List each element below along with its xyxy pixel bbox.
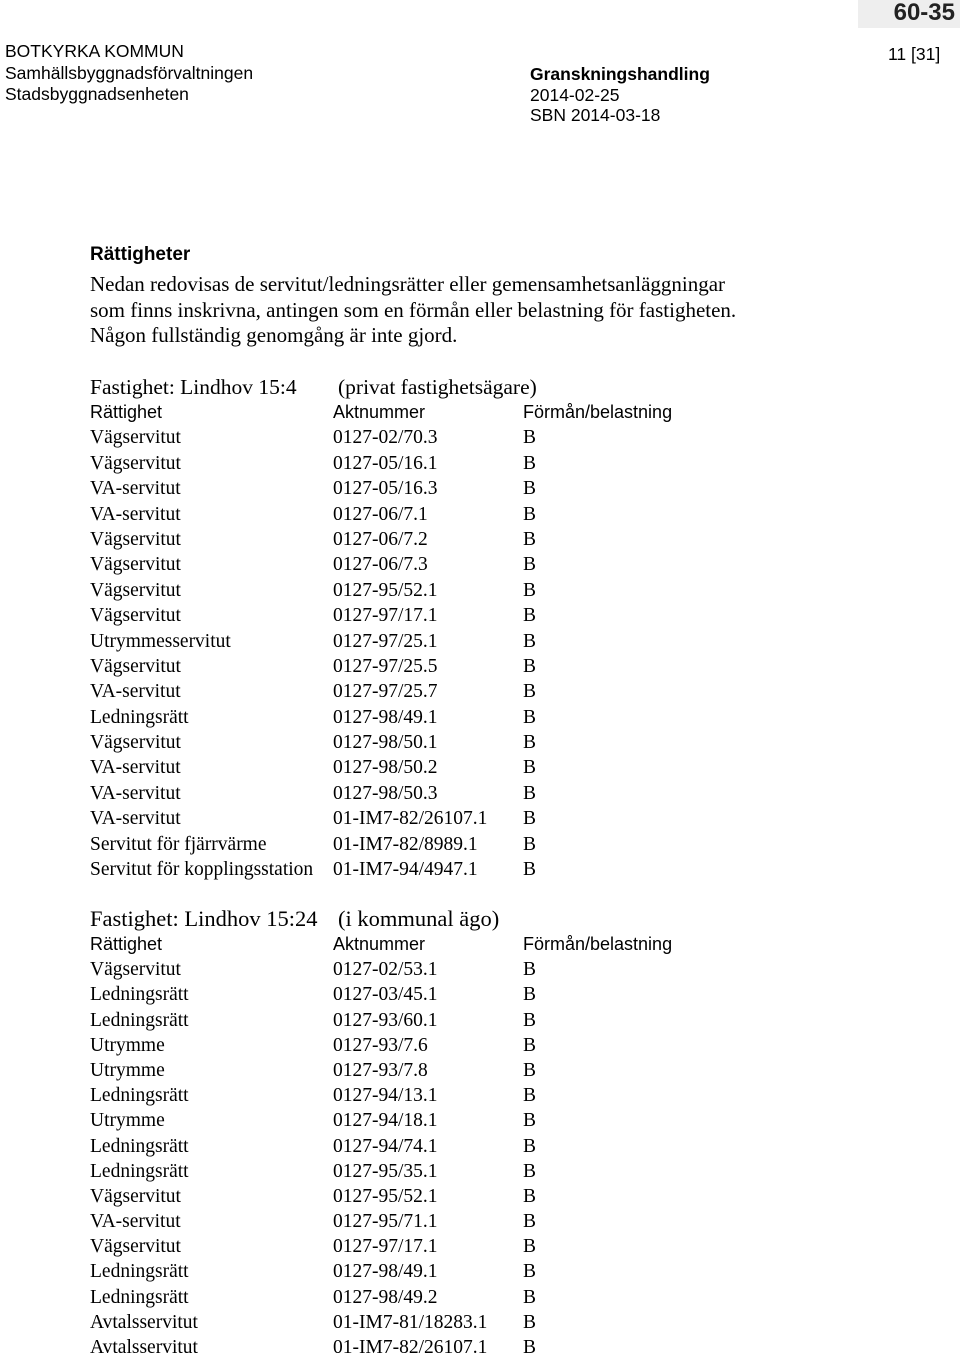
act-number-cell: 0127-98/50.1: [333, 732, 438, 754]
table-row: [90, 957, 740, 982]
right-type-cell: Vägservitut: [90, 528, 181, 550]
table-row: [90, 730, 740, 755]
act-number-cell: 0127-06/7.3: [333, 554, 428, 576]
benefit-burden-cell: B: [523, 1110, 537, 1132]
right-type-cell: Ledningsrätt: [90, 1160, 189, 1182]
act-number-cell: 01-IM7-82/26107.1: [333, 808, 488, 830]
section-title: Rättigheter: [90, 244, 191, 265]
property-title: Fastighet: Lindhov 15:4: [90, 375, 297, 399]
table-body: [90, 425, 740, 882]
table-row: [90, 1058, 740, 1083]
act-number-cell: 0127-95/52.1: [333, 579, 438, 601]
intro-paragraph: [90, 272, 736, 349]
benefit-burden-cell: B: [523, 1135, 537, 1157]
act-number-cell: 0127-98/49.2: [333, 1286, 438, 1308]
document-status-block: [530, 64, 710, 126]
benefit-burden-cell: B: [523, 681, 537, 703]
table-header-row: [90, 932, 740, 957]
page-number: 11 [31]: [888, 44, 941, 64]
act-number-cell: 0127-98/49.1: [333, 1261, 438, 1283]
rights-table: [90, 400, 740, 882]
table-row: [90, 578, 740, 603]
rights-table: [90, 932, 740, 1360]
intro-line: Någon fullständig genomgång är inte gjord.: [90, 323, 458, 347]
right-type-cell: Ledningsrätt: [90, 1261, 189, 1283]
table-row: [90, 1209, 740, 1234]
act-number-cell: 0127-06/7.2: [333, 528, 428, 550]
table-row: [90, 1234, 740, 1259]
intro-line: som finns inskrivna, antingen som en förmån eller belastning för fastigheten.: [90, 297, 737, 322]
municipality-name: BOTKYRKA KOMMUN: [5, 41, 184, 61]
right-type-cell: Vägservitut: [90, 959, 181, 981]
benefit-burden-cell: B: [523, 1311, 537, 1333]
table-row: [90, 781, 740, 806]
benefit-burden-cell: B: [523, 1337, 537, 1358]
table-row: [90, 552, 740, 577]
table-row: [90, 629, 740, 654]
benefit-burden-cell: B: [523, 859, 537, 881]
column-header-act-number: Aktnummer: [333, 934, 426, 954]
table-row: [90, 603, 740, 628]
intro-line: Nedan redovisas de servitut/ledningsrätter eller gemensamhetsanläggningar: [90, 272, 726, 296]
right-type-cell: Ledningsrätt: [90, 706, 189, 728]
table-row: [90, 1108, 740, 1133]
act-number-cell: 0127-02/70.3: [333, 427, 438, 449]
table-row: [90, 451, 740, 476]
benefit-burden-cell: B: [523, 732, 537, 754]
right-type-cell: VA-servitut: [90, 782, 181, 804]
right-type-cell: Utrymmesservitut: [90, 630, 231, 652]
right-type-cell: Vägservitut: [90, 427, 181, 449]
right-type-cell: Avtalsservitut: [90, 1311, 198, 1333]
table-header-row: [90, 400, 740, 425]
benefit-burden-cell: B: [523, 554, 537, 576]
table-row: [90, 1259, 740, 1284]
benefit-burden-cell: B: [523, 452, 537, 474]
table-row: [90, 1310, 740, 1335]
right-type-cell: VA-servitut: [90, 681, 181, 703]
right-type-cell: Utrymme: [90, 1059, 165, 1081]
table-row: [90, 982, 740, 1007]
document-date: 2014-02-25: [530, 84, 620, 105]
benefit-burden-cell: B: [523, 655, 537, 677]
page-stamp: 60-35: [858, 0, 960, 28]
table-row: [90, 1134, 740, 1159]
table-row: [90, 1184, 740, 1209]
act-number-cell: 0127-97/17.1: [333, 1236, 438, 1258]
benefit-burden-cell: B: [523, 984, 537, 1006]
act-number-cell: 0127-94/13.1: [333, 1085, 438, 1107]
table-row: [90, 1033, 740, 1058]
table-body: [90, 957, 740, 1360]
act-number-cell: 0127-05/16.1: [333, 452, 438, 474]
property-title: Fastighet: Lindhov 15:24: [90, 906, 318, 931]
benefit-burden-cell: B: [523, 1211, 537, 1233]
benefit-burden-cell: B: [523, 1286, 537, 1308]
act-number-cell: 0127-98/49.1: [333, 706, 438, 728]
table-row: [90, 705, 740, 730]
table-row: [90, 1008, 740, 1033]
right-type-cell: Avtalsservitut: [90, 1337, 198, 1358]
act-number-cell: 0127-98/50.2: [333, 757, 438, 779]
benefit-burden-cell: B: [523, 478, 537, 500]
benefit-burden-cell: B: [523, 528, 537, 550]
act-number-cell: 0127-93/60.1: [333, 1009, 438, 1031]
table-row: [90, 527, 740, 552]
column-header-benefit-burden: Förmån/belastning: [523, 934, 673, 954]
benefit-burden-cell: B: [523, 630, 537, 652]
column-header-right: Rättighet: [90, 934, 163, 954]
right-type-cell: Servitut för kopplingsstation: [90, 859, 314, 881]
right-type-cell: Vägservitut: [90, 579, 181, 601]
unit-name: Stadsbyggnadsenheten: [5, 84, 189, 104]
act-number-cell: 0127-95/71.1: [333, 1211, 438, 1233]
right-type-cell: Ledningsrätt: [90, 1286, 189, 1308]
right-type-cell: Utrymme: [90, 1110, 165, 1132]
right-type-cell: Vägservitut: [90, 655, 181, 677]
act-number-cell: 0127-94/18.1: [333, 1110, 438, 1132]
act-number-cell: 0127-93/7.8: [333, 1059, 428, 1081]
document-status: Granskningshandling: [530, 64, 710, 84]
benefit-burden-cell: B: [523, 503, 537, 525]
right-type-cell: VA-servitut: [90, 478, 181, 500]
act-number-cell: 01-IM7-82/8989.1: [333, 833, 478, 855]
benefit-burden-cell: B: [523, 1261, 537, 1283]
act-number-cell: 0127-02/53.1: [333, 959, 438, 981]
act-number-cell: 0127-97/25.7: [333, 681, 438, 703]
right-type-cell: Ledningsrätt: [90, 1085, 189, 1107]
table-row: [90, 425, 740, 450]
property-heading: [90, 906, 790, 932]
benefit-burden-cell: B: [523, 427, 537, 449]
property-owner-note: (privat fastighetsägare): [338, 375, 537, 399]
benefit-burden-cell: B: [523, 706, 537, 728]
table-row: [90, 857, 740, 882]
table-row: [90, 1083, 740, 1108]
table-row: [90, 1335, 740, 1360]
organization-block: [5, 41, 253, 106]
benefit-burden-cell: B: [523, 1009, 537, 1031]
table-row: [90, 755, 740, 780]
right-type-cell: VA-servitut: [90, 1211, 181, 1233]
column-header-act-number: Aktnummer: [333, 402, 426, 422]
act-number-cell: 0127-06/7.1: [333, 503, 428, 525]
benefit-burden-cell: B: [523, 1059, 537, 1081]
right-type-cell: Vägservitut: [90, 554, 181, 576]
act-number-cell: 01-IM7-94/4947.1: [333, 859, 478, 881]
benefit-burden-cell: B: [523, 579, 537, 601]
act-number-cell: 0127-03/45.1: [333, 984, 438, 1006]
right-type-cell: Utrymme: [90, 1034, 165, 1056]
table-row: [90, 502, 740, 527]
right-type-cell: VA-servitut: [90, 808, 181, 830]
right-type-cell: Vägservitut: [90, 1185, 181, 1207]
benefit-burden-cell: B: [523, 1160, 537, 1182]
benefit-burden-cell: B: [523, 605, 537, 627]
table-row: [90, 832, 740, 857]
table-row: [90, 806, 740, 831]
table-row: [90, 476, 740, 501]
benefit-burden-cell: B: [523, 1085, 537, 1107]
benefit-burden-cell: B: [523, 1236, 537, 1258]
act-number-cell: 0127-05/16.3: [333, 478, 438, 500]
right-type-cell: Vägservitut: [90, 452, 181, 474]
act-number-cell: 01-IM7-81/18283.1: [333, 1311, 488, 1333]
act-number-cell: 0127-97/17.1: [333, 605, 438, 627]
table-row: [90, 679, 740, 704]
column-header-benefit-burden: Förmån/belastning: [523, 402, 673, 422]
right-type-cell: Vägservitut: [90, 605, 181, 627]
benefit-burden-cell: B: [523, 1185, 537, 1207]
act-number-cell: 0127-95/35.1: [333, 1160, 438, 1182]
benefit-burden-cell: B: [523, 833, 537, 855]
property-heading: [90, 374, 790, 400]
act-number-cell: 0127-98/50.3: [333, 782, 438, 804]
act-number-cell: 0127-94/74.1: [333, 1135, 438, 1157]
table-row: [90, 1285, 740, 1310]
benefit-burden-cell: B: [523, 959, 537, 981]
property-owner-note: (i kommunal ägo): [338, 906, 500, 931]
act-number-cell: 0127-95/52.1: [333, 1185, 438, 1207]
right-type-cell: Ledningsrätt: [90, 1135, 189, 1157]
act-number-cell: 0127-97/25.1: [333, 630, 438, 652]
act-number-cell: 0127-97/25.5: [333, 655, 438, 677]
benefit-burden-cell: B: [523, 782, 537, 804]
benefit-burden-cell: B: [523, 757, 537, 779]
benefit-burden-cell: B: [523, 1034, 537, 1056]
act-number-cell: 01-IM7-82/26107.1: [333, 1337, 488, 1358]
right-type-cell: Ledningsrätt: [90, 984, 189, 1006]
right-type-cell: Servitut för fjärrvärme: [90, 833, 267, 855]
right-type-cell: VA-servitut: [90, 503, 181, 525]
table-row: [90, 1159, 740, 1184]
table-row: [90, 654, 740, 679]
act-number-cell: 0127-93/7.6: [333, 1034, 428, 1056]
column-header-right: Rättighet: [90, 402, 163, 422]
right-type-cell: VA-servitut: [90, 757, 181, 779]
administration-name: Samhällsbyggnadsförvaltningen: [5, 62, 254, 83]
right-type-cell: Vägservitut: [90, 1236, 181, 1258]
right-type-cell: Ledningsrätt: [90, 1009, 189, 1031]
right-type-cell: Vägservitut: [90, 732, 181, 754]
benefit-burden-cell: B: [523, 808, 537, 830]
board-date: SBN 2014-03-18: [530, 105, 661, 125]
